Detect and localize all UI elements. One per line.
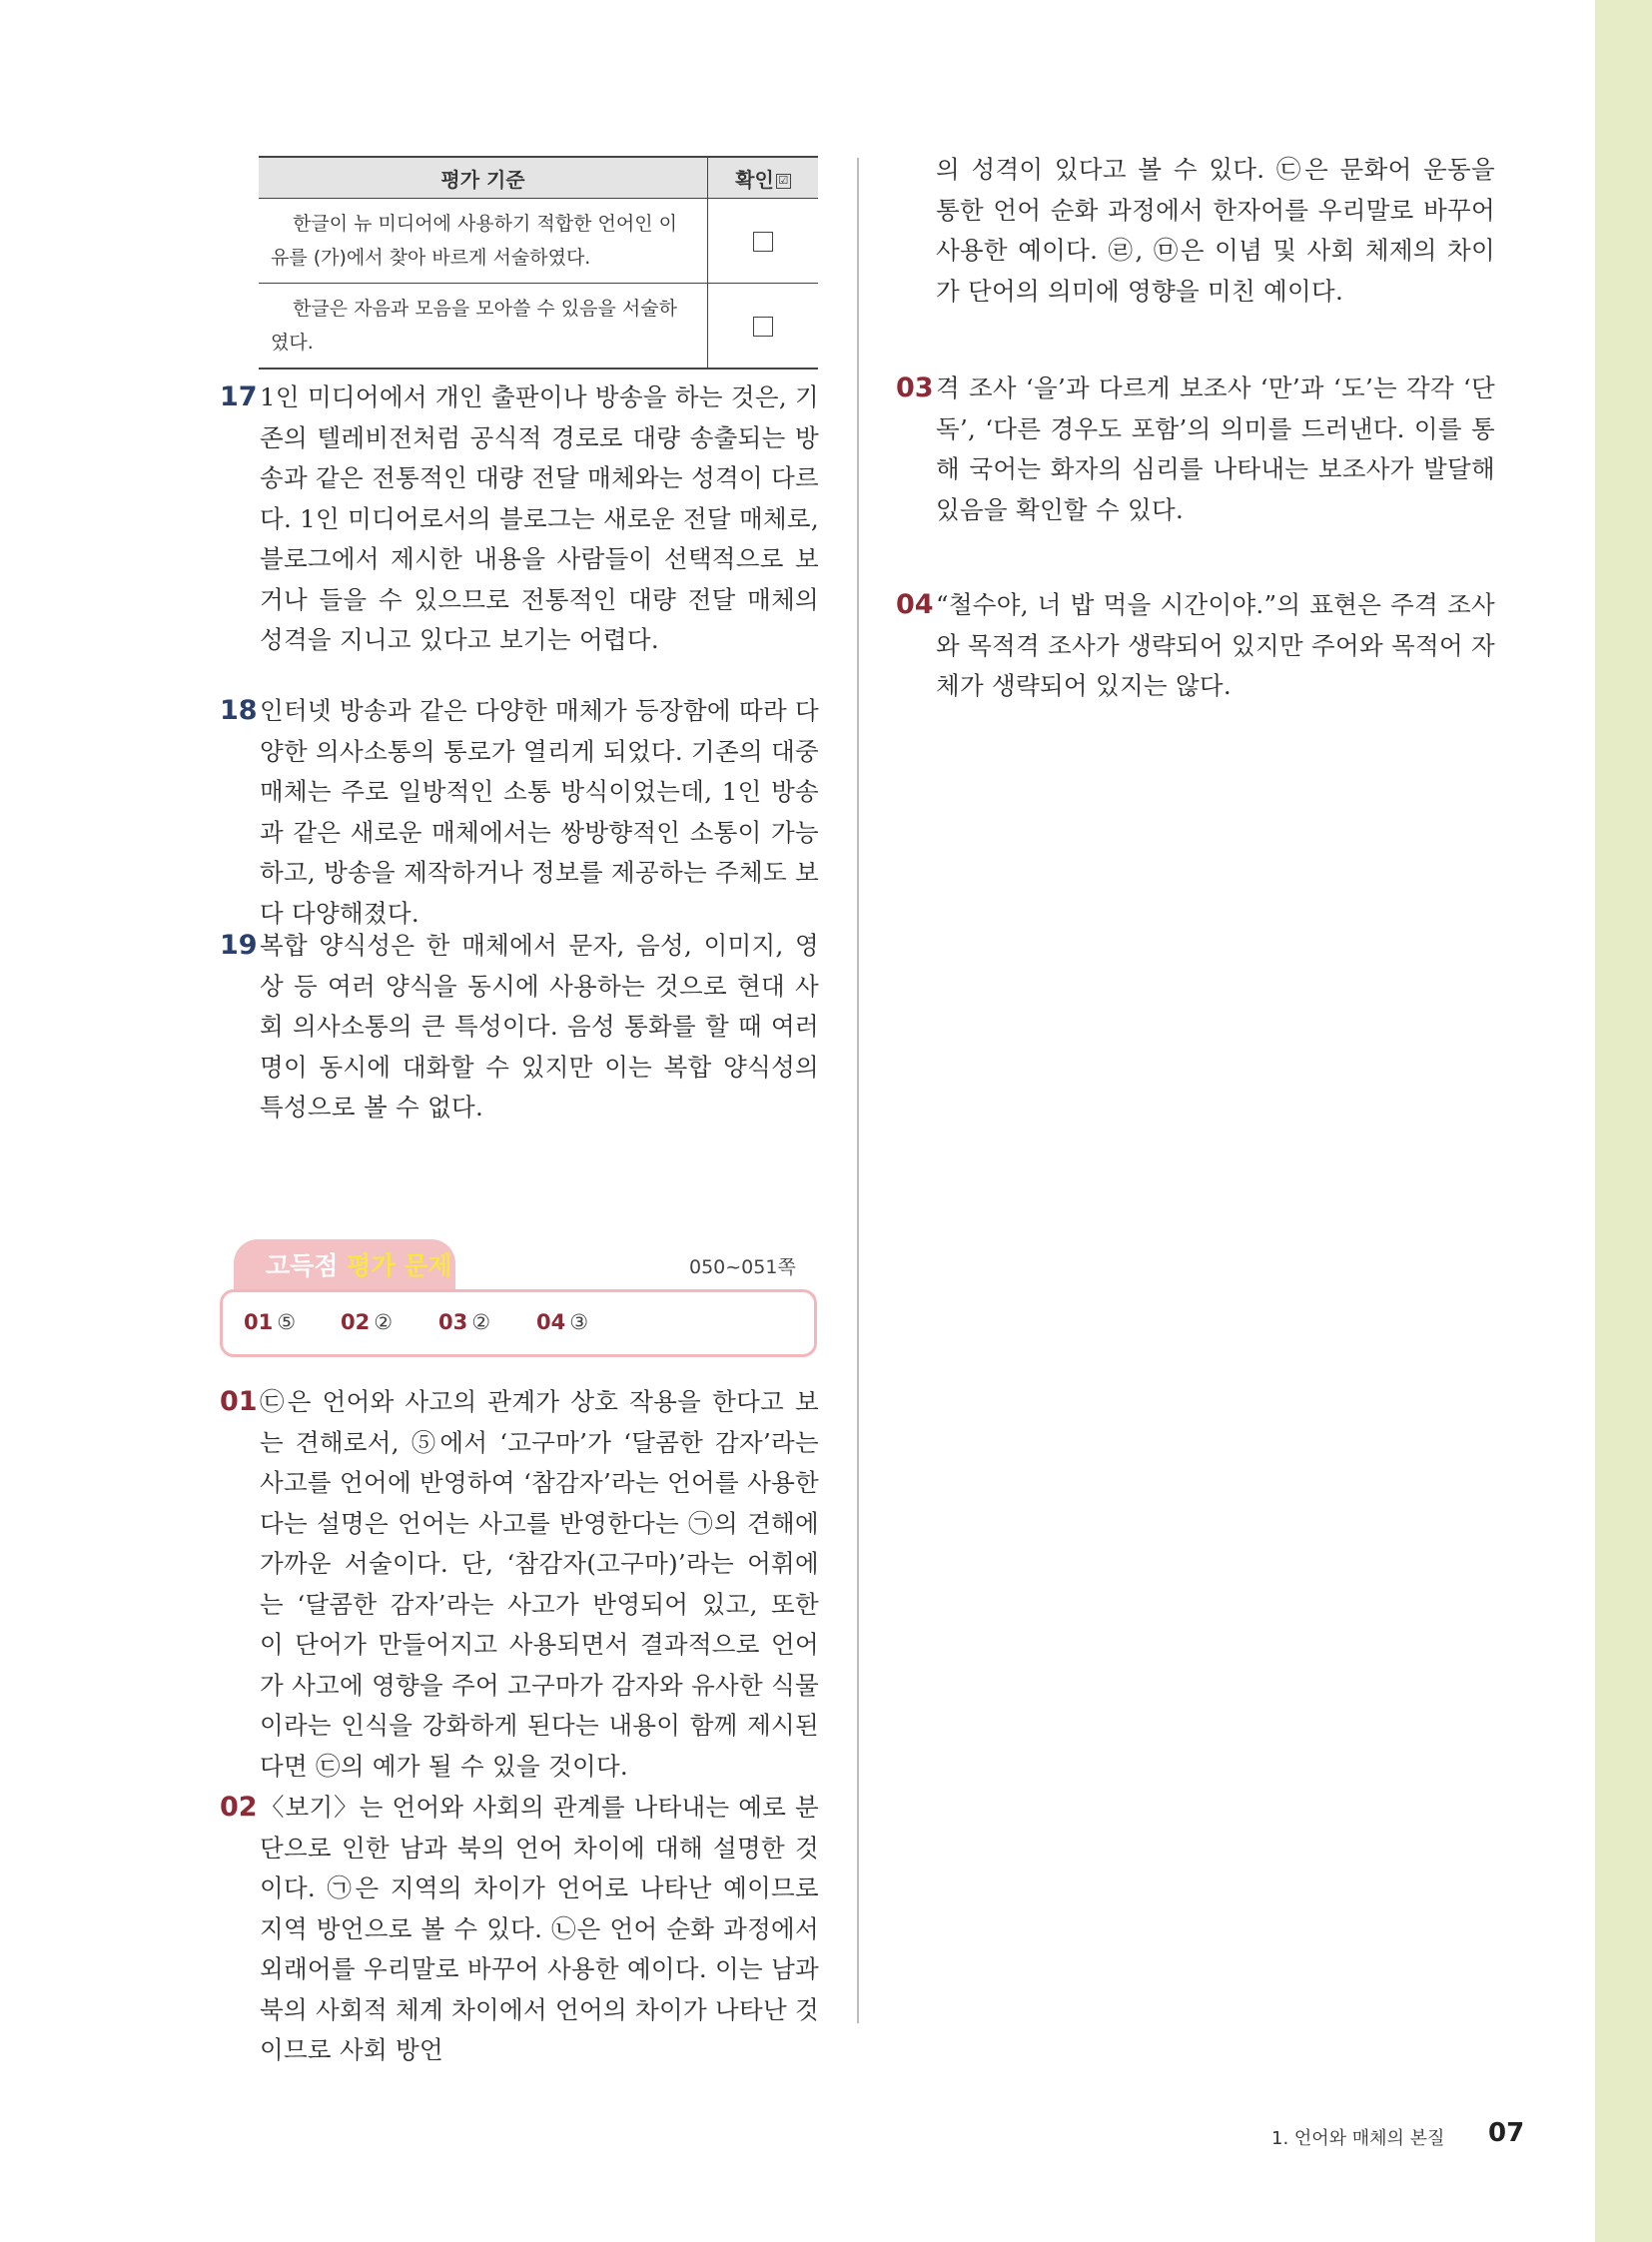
table-row bbox=[259, 284, 818, 370]
answer-item-19 bbox=[220, 926, 819, 1128]
answer-item-18 bbox=[220, 691, 819, 934]
answer-item-h04 bbox=[896, 585, 1495, 707]
answer-item-h02 bbox=[220, 1788, 819, 2071]
answer-item-h03 bbox=[896, 369, 1495, 530]
item-text: 격 조사 ‘을’과 다르게 보조사 ‘만’과 ‘도’는 각각 ‘단독’, ‘다른 경우도 포함’의 의미를 드러낸다. 이를 통해 국어는 화자의 심리를 나타내는 보조사가 발달해 있음을 확인할 수 있다. bbox=[936, 374, 1495, 524]
banner-title-part1: 고득점 bbox=[266, 1251, 339, 1280]
item-number: 03 bbox=[896, 373, 934, 403]
item-text: 복합 양식성은 한 매체에서 문자, 음성, 이미지, 영상 등 여러 양식을 동시에 사용하는 것으로 현대 사회 의사소통의 큰 특성이다. 음성 통화를 할 때 여러 명이 동시에 대화할 수 있지만 이는 복합 양식성의 특성으로 볼 수 없다. bbox=[260, 931, 819, 1121]
evaluation-table bbox=[259, 156, 818, 370]
high-score-banner-tab bbox=[234, 1239, 455, 1292]
check-cell bbox=[708, 284, 819, 370]
criteria-header: 평가 기준 bbox=[259, 157, 708, 199]
item-number: 18 bbox=[220, 695, 258, 726]
item-number: 01 bbox=[220, 1386, 258, 1417]
banner-title-part2: 평가 문제 bbox=[347, 1251, 452, 1280]
checkbox[interactable] bbox=[753, 317, 773, 337]
item-text: 인터넷 방송과 같은 다양한 매체가 등장함에 따라 다양한 의사소통의 통로가 열리게 되었다. 기존의 대중 매체는 주로 일방적인 소통 방식이었는데, 1인 방송과 같은 새로운 매체에서는 쌍방향적인 소통이 가능하고, 방송을 제작하거나 정보를 제공하는 주체도 보다 다양해졌다. bbox=[260, 696, 819, 928]
banner-page-range: 050~051쪽 bbox=[689, 1256, 796, 1278]
criteria-text: 한글은 자음과 모음을 모아쓸 수 있음을 서술하였다. bbox=[259, 284, 708, 370]
item-text: 의 성격이 있다고 볼 수 있다. ㉢은 문화어 운동을 통한 언어 순화 과정에서 한자어를 우리말로 바꾸어 사용한 예이다. ㉣, ㉤은 이념 및 사회 체제의 차이가 단어의 의미에 영향을 미친 예이다. bbox=[936, 155, 1495, 306]
page-number: 07 bbox=[1488, 2118, 1525, 2148]
item-text: 1인 미디어에서 개인 출판이나 방송을 하는 것은, 기존의 텔레비전처럼 공식적 경로로 대량 송출되는 방송과 같은 전통적인 대량 전달 매체와는 성격이 다르다. 1인 미디어로서의 블로그는 새로운 전달 매체로, 블로그에서 제시한 내용을 사람들이 선택적으로 보거나 들을 수 있으므로 전통적인 대량 전달 매체의 성격을 지니고 있다고 보기는 어렵다. bbox=[260, 382, 819, 654]
side-color-strip bbox=[1595, 0, 1652, 2242]
answer-key-box bbox=[220, 1289, 817, 1357]
answer-item-h01 bbox=[220, 1382, 819, 1787]
item-text: 〈보기〉는 언어와 사회의 관계를 나타내는 예로 분단으로 인한 남과 북의 언어 차이에 대해 설명한 것이다. ㉠은 지역의 차이가 언어로 나타난 예이므로 지역 방언으로 볼 수 있다. ㉡은 언어 순화 과정에서 외래어를 우리말로 바꾸어 사용한 예이다. 이는 남과 북의 사회적 체계 차이에서 언어의 차이가 나타난 것이므로 사회 방언 bbox=[260, 1793, 819, 2064]
column-divider bbox=[857, 158, 859, 2023]
item-number: 17 bbox=[220, 381, 258, 412]
answer-key-02: 02 ② bbox=[341, 1310, 394, 1334]
answer-item-17 bbox=[220, 377, 819, 661]
checkbox-icon: ☑ bbox=[776, 174, 791, 189]
item-text: “철수야, 너 밥 먹을 시간이야.”의 표현은 주격 조사와 목적격 조사가 생략되어 있지만 주어와 목적어 자체가 생략되어 있지는 않다. bbox=[936, 590, 1495, 700]
check-header-label: 확인 bbox=[735, 167, 774, 192]
check-header bbox=[708, 157, 819, 199]
item-number: 19 bbox=[220, 930, 258, 961]
item-number: 04 bbox=[896, 589, 934, 620]
criteria-text: 한글이 뉴 미디어에 사용하기 적합한 언어인 이유를 (가)에서 찾아 바르게 서술하였다. bbox=[259, 199, 708, 284]
footer-chapter-title: 1. 언어와 매체의 본질 bbox=[1271, 2128, 1445, 2149]
answer-key-01: 01 ⑤ bbox=[244, 1310, 297, 1334]
item-text: ㉢은 언어와 사고의 관계가 상호 작용을 한다고 보는 견해로서, ⑤에서 ‘고구마’가 ‘달콤한 감자’라는 사고를 언어에 반영하여 ‘참감자’라는 언어를 사용한다는 설명은 언어는 사고를 반영한다는 ㉠의 견해에 가까운 서술이다. 단, ‘참감자(고구마)’라는 어휘에는 ‘달콤한 감자’라는 사고가 반영되어 있고, 또한 이 단어가 만들어지고 사용되면서 결과적으로 언어가 사고에 영향을 주어 고구마가 감자와 유사한 식물이라는 인식을 강화하게 된다는 내용이 함께 제시된다면 ㉢의 예가 될 수 있을 것이다. bbox=[260, 1387, 819, 1781]
check-cell bbox=[708, 199, 819, 284]
table-row bbox=[259, 199, 818, 284]
answer-key-03: 03 ② bbox=[438, 1310, 491, 1334]
item-number: 02 bbox=[220, 1792, 258, 1823]
answer-item-h02-continued bbox=[936, 150, 1495, 312]
answer-key-04: 04 ③ bbox=[536, 1310, 589, 1334]
checkbox[interactable] bbox=[753, 232, 773, 252]
